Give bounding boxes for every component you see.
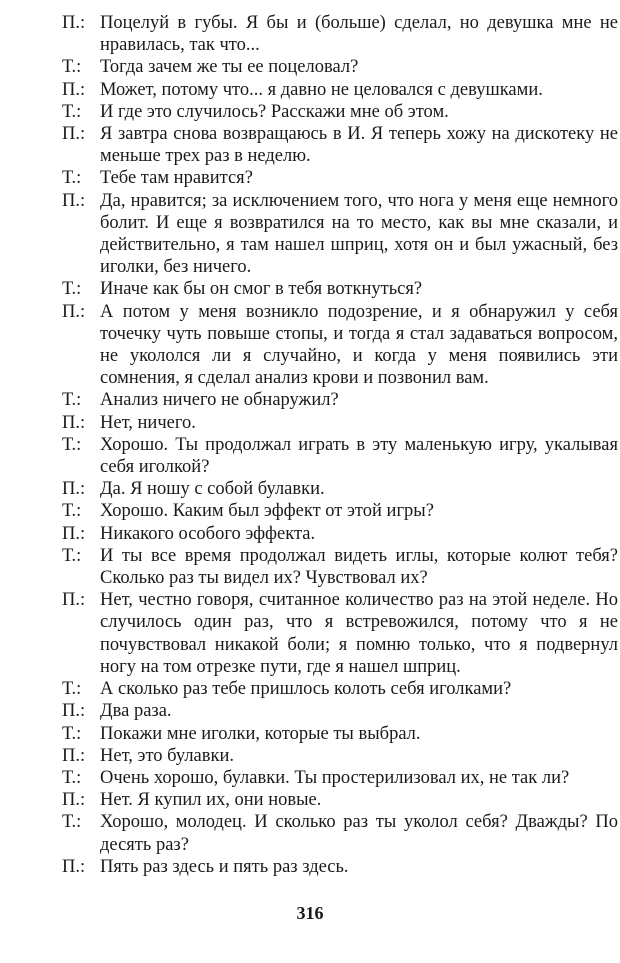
dialogue-transcript — [62, 12, 618, 878]
speaker-label: Т.: — [62, 57, 82, 78]
utterance-text: Никакого особого эффекта. — [100, 523, 316, 544]
utterance-text: Может, потому что... я давно не целовался с девушками. — [100, 79, 543, 100]
speaker-label: П.: — [62, 79, 86, 100]
utterance-text: Тогда зачем же ты ее поцеловал? — [100, 57, 359, 78]
utterance-text: Пять раз здесь и пять раз здесь. — [100, 856, 349, 877]
speaker-label: Т.: — [62, 812, 82, 833]
speaker-label: П.: — [62, 124, 86, 145]
utterance-text: Очень хорошо, булавки. Ты простерилизовал их, не так ли? — [100, 767, 570, 788]
dialogue-line — [62, 811, 618, 855]
utterance-text: Анализ ничего не обнаружил? — [100, 390, 339, 411]
dialogue-line — [62, 723, 618, 745]
speaker-label: Т.: — [62, 279, 82, 300]
utterance-text: А сколько раз тебе пришлось колоть себя иголками? — [100, 679, 512, 700]
speaker-label: П.: — [62, 412, 86, 433]
utterance-text: Да. Я ношу с собой булавки. — [100, 479, 325, 500]
utterance-text: Нет, это булавки. — [100, 745, 235, 766]
dialogue-line — [62, 389, 618, 411]
dialogue-line — [62, 123, 618, 167]
dialogue-line — [62, 745, 618, 767]
utterance-text: Покажи мне иголки, которые ты выбрал. — [100, 723, 421, 744]
utterance-text: А потом у меня возникло подозрение, и я обнаружил у себя точечку чуть повыше стопы, и тогда я стал задаваться вопросом, не укололся ли я случайно, и когда у меня появились эти сомнения, я сделал анализ крови и позвонил вам. — [100, 301, 618, 389]
dialogue-line — [62, 678, 618, 700]
dialogue-line — [62, 589, 618, 678]
speaker-label: П.: — [62, 301, 86, 322]
speaker-label: Т.: — [62, 434, 82, 455]
utterance-text: Да, нравится; за исключением того, что нога у меня еще немного болит. И еще я возвратился на то место, как вы мне сказали, и действительно, я там нашел шприц, хотя он и был ужасный, без иголки, без ничего. — [100, 190, 618, 278]
dialogue-line — [62, 767, 618, 789]
dialogue-line — [62, 856, 618, 878]
dialogue-line — [62, 278, 618, 300]
utterance-text: И ты все время продолжал видеть иглы, которые колют тебя? Сколько раз ты видел их? Чувствовал их? — [100, 545, 618, 589]
utterance-text: Хорошо. Каким был эффект от этой игры? — [100, 501, 434, 522]
dialogue-line — [62, 523, 618, 545]
dialogue-line — [62, 56, 618, 78]
speaker-label: Т.: — [62, 723, 82, 744]
speaker-label: П.: — [62, 590, 86, 611]
speaker-label: Т.: — [62, 101, 82, 122]
speaker-label: Т.: — [62, 545, 82, 566]
speaker-label: Т.: — [62, 390, 82, 411]
utterance-text: Нет. Я купил их, они новые. — [100, 790, 322, 811]
speaker-label: П.: — [62, 479, 86, 500]
utterance-text: Поцелуй в губы. Я бы и (больше) сделал, но девушка мне не нравилась, так что... — [100, 13, 618, 56]
dialogue-line — [62, 789, 618, 811]
utterance-text: Нет, честно говоря, считанное количество раз на этой неделе. Но случилось один раз, что я встревожился, потому что я не почувствовал никакой боли; я помню только, что я подвернул ногу на том отрезке пути, где я нашел шприц. — [100, 590, 618, 677]
speaker-label: Т.: — [62, 501, 82, 522]
dialogue-line — [62, 412, 618, 434]
utterance-text: Два раза. — [100, 701, 172, 722]
dialogue-line — [62, 545, 618, 589]
speaker-label: П.: — [62, 190, 86, 211]
utterance-text: Хорошо. Ты продолжал играть в эту маленькую игру, укалывая себя иголкой? — [100, 434, 618, 478]
page-number: 316 — [296, 903, 324, 923]
utterance-text: Тебе там нравится? — [100, 168, 253, 189]
speaker-label: П.: — [62, 745, 86, 766]
dialogue-line — [62, 190, 618, 279]
speaker-label: П.: — [62, 523, 86, 544]
speaker-label: Т.: — [62, 679, 82, 700]
utterance-text: Иначе как бы он смог в тебя воткнуться? — [100, 279, 423, 300]
utterance-text: И где это случилось? Расскажи мне об этом. — [100, 101, 449, 122]
dialogue-line — [62, 478, 618, 500]
dialogue-line — [62, 434, 618, 478]
speaker-label: П.: — [62, 13, 86, 33]
dialogue-line — [62, 700, 618, 722]
dialogue-line — [62, 12, 618, 56]
dialogue-line — [62, 301, 618, 390]
speaker-label: П.: — [62, 856, 86, 877]
utterance-text: Нет, ничего. — [100, 412, 196, 433]
speaker-label: П.: — [62, 790, 86, 811]
dialogue-line — [62, 79, 618, 101]
speaker-label: П.: — [62, 701, 86, 722]
speaker-label: Т.: — [62, 168, 82, 189]
utterance-text: Хорошо, молодец. И сколько раз ты уколол себя? Дважды? По десять раз? — [100, 812, 618, 855]
dialogue-line — [62, 500, 618, 522]
utterance-text: Я завтра снова возвращаюсь в И. Я теперь хожу на дискотеку не меньше трех раз в неделю. — [100, 124, 618, 167]
dialogue-line — [62, 167, 618, 189]
dialogue-line — [62, 101, 618, 123]
speaker-label: Т.: — [62, 767, 82, 788]
